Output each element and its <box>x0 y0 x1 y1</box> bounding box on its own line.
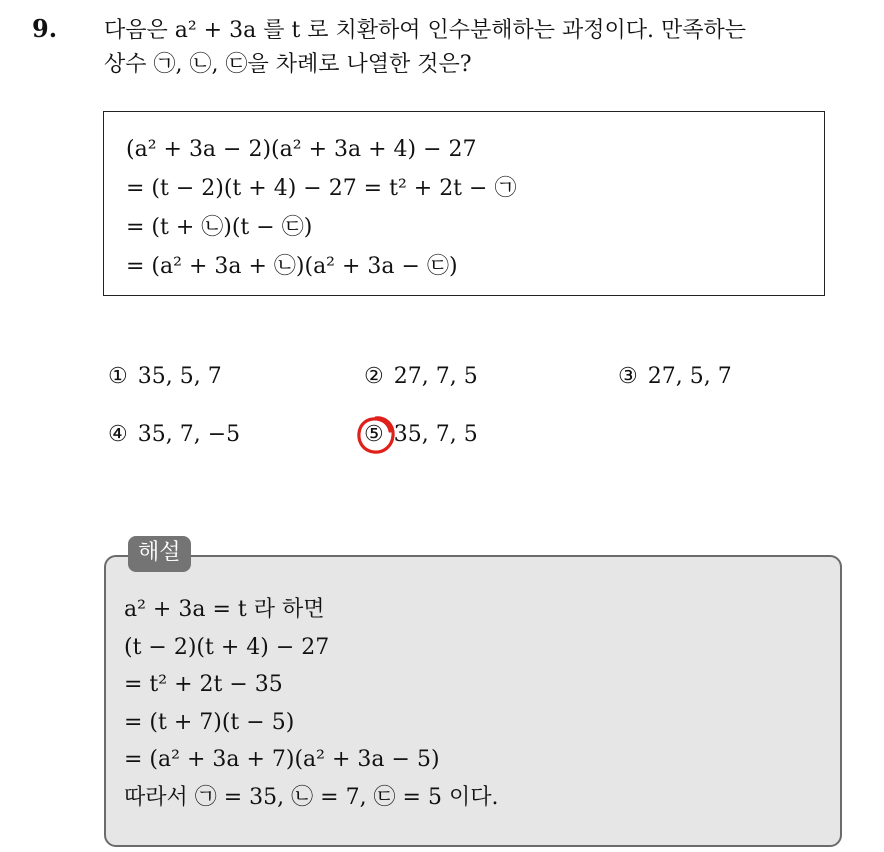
choice-number: ⑤ <box>364 422 384 447</box>
choice-4[interactable] <box>108 418 240 452</box>
choice-2[interactable] <box>364 360 478 394</box>
question-text-line-2: 상수 ㉠, ㉡, ㉢을 차례로 나열한 것은? <box>104 52 472 77</box>
explanation-line: = t² + 2t − 35 <box>124 672 283 697</box>
box-line: = (t − 2)(t + 4) − 27 = t² + 2t − ㉠ <box>126 176 517 201</box>
choice-text: 35, 7, 5 <box>393 422 478 447</box>
choice-number: ③ <box>618 364 638 389</box>
explanation-line: 따라서 ㉠ = 35, ㉡ = 7, ㉢ = 5 이다. <box>124 784 499 810</box>
choice-text: 35, 5, 7 <box>137 364 222 389</box>
explanation-line: (t − 2)(t + 4) − 27 <box>124 634 330 660</box>
choice-text: 27, 5, 7 <box>647 364 732 389</box>
explanation-tag: 해설 <box>128 536 191 572</box>
answer-circle-mark-icon <box>354 413 398 457</box>
question-text <box>104 14 864 82</box>
choice-number: ① <box>108 364 128 389</box>
explanation-line: = (a² + 3a + 7)(a² + 3a − 5) <box>124 747 440 772</box>
question-number: 9. <box>32 14 58 43</box>
explanation-line: a² + 3a = t 라 하면 <box>124 597 325 622</box>
box-line: = (a² + 3a + ㉡)(a² + 3a − ㉢) <box>126 254 458 279</box>
answer-choices <box>108 360 848 470</box>
explanation-panel <box>104 555 842 847</box>
box-line: = (t + ㉡)(t − ㉢) <box>126 215 313 240</box>
choice-text: 27, 7, 5 <box>393 364 478 389</box>
choice-1[interactable] <box>108 360 222 394</box>
choice-3[interactable] <box>618 360 732 394</box>
choice-text: 35, 7, −5 <box>137 422 241 447</box>
explanation-line: = (t + 7)(t − 5) <box>124 709 295 735</box>
choice-number: ④ <box>108 422 128 447</box>
problem-box <box>103 111 825 296</box>
question-text-line-1: 다음은 a² + 3a 를 t 로 치환하여 인수분해하는 과정이다. 만족하는 <box>104 18 747 43</box>
box-line: (a² + 3a − 2)(a² + 3a + 4) − 27 <box>126 137 477 162</box>
choice-number: ② <box>364 364 384 389</box>
